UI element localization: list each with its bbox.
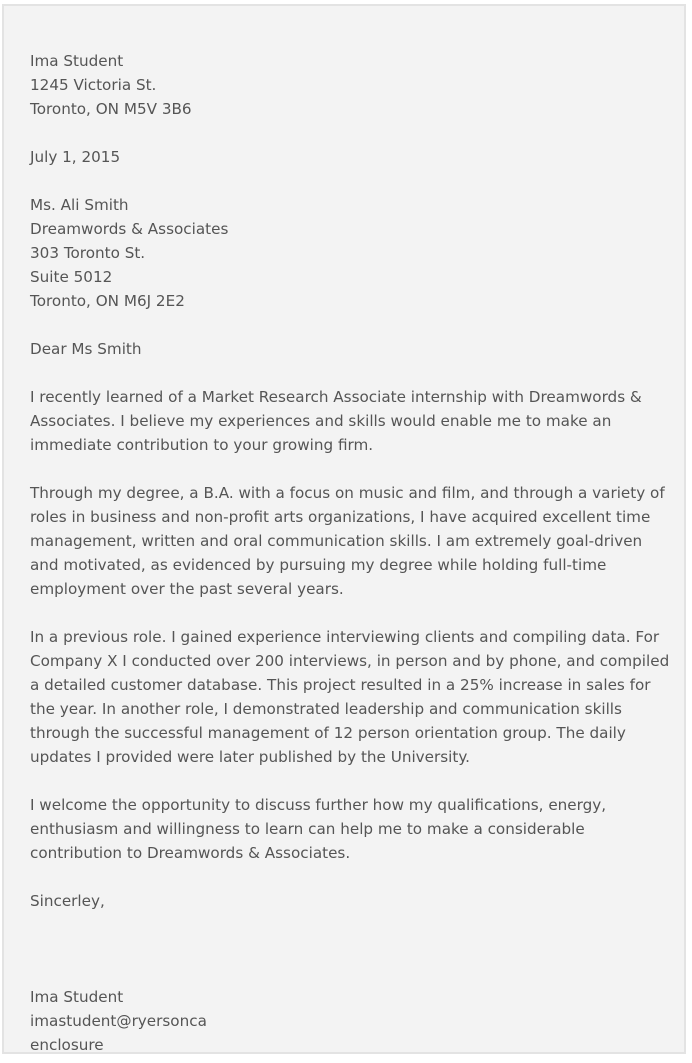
recipient-address xyxy=(30,193,658,313)
paragraph-line: roles in business and non-profit arts organizations, I have acquired excellent time xyxy=(30,508,651,526)
sender-city: Toronto, ON M5V 3B6 xyxy=(30,100,192,118)
recipient-name: Ms. Ali Smith xyxy=(30,196,129,214)
date-text: July 1, 2015 xyxy=(30,148,121,166)
paragraph-line: In a previous role. I gained experience interviewing clients and compiling data. For xyxy=(30,628,660,646)
signature-name: Ima Student xyxy=(30,988,124,1006)
recipient-suite: Suite 5012 xyxy=(30,268,113,286)
paragraph-line: the year. In another role, I demonstrated leadership and communication skills xyxy=(30,700,622,718)
sender-street: 1245 Victoria St. xyxy=(30,76,157,94)
body-paragraph-3 xyxy=(30,625,670,769)
signature-space xyxy=(30,937,658,985)
sender-name: Ima Student xyxy=(30,52,124,70)
paragraph-line: employment over the past several years. xyxy=(30,580,344,598)
paragraph-line: contribution to Dreamwords & Associates. xyxy=(30,844,351,862)
paragraph-line: I recently learned of a Market Research Associate internship with Dreamwords & xyxy=(30,388,642,406)
paragraph-line: management, written and oral communication skills. I am extremely goal-driven xyxy=(30,532,643,550)
paragraph-line: enthusiasm and willingness to learn can help me to make a considerable xyxy=(30,820,585,838)
body-paragraph-1 xyxy=(30,385,658,457)
closing-text: Sincerley, xyxy=(30,892,105,910)
cover-letter xyxy=(2,4,686,1054)
signature-email: imastudent@ryersonca xyxy=(30,1012,207,1030)
enclosure-note: enclosure xyxy=(30,1036,104,1054)
paragraph-line: a detailed customer database. This project resulted in a 25% increase in sales for xyxy=(30,676,651,694)
paragraph-line: and motivated, as evidenced by pursuing my degree while holding full-time xyxy=(30,556,607,574)
paragraph-line: updates I provided were later published by the University. xyxy=(30,748,470,766)
sender-address xyxy=(30,49,658,121)
letter-date xyxy=(30,145,658,169)
salutation-text: Dear Ms Smith xyxy=(30,340,142,358)
recipient-company: Dreamwords & Associates xyxy=(30,220,229,238)
salutation xyxy=(30,337,658,361)
paragraph-line: I welcome the opportunity to discuss further how my qualifications, energy, xyxy=(30,796,607,814)
paragraph-line: Company X I conducted over 200 interviews, in person and by phone, and compiled xyxy=(30,652,670,670)
recipient-street: 303 Toronto St. xyxy=(30,244,146,262)
recipient-city: Toronto, ON M6J 2E2 xyxy=(30,292,185,310)
paragraph-line: Through my degree, a B.A. with a focus on music and film, and through a variety of xyxy=(30,484,665,502)
closing xyxy=(30,889,658,913)
paragraph-line: through the successful management of 12 person orientation group. The daily xyxy=(30,724,626,742)
paragraph-line: Associates. I believe my experiences and skills would enable me to make an xyxy=(30,412,612,430)
paragraph-line: immediate contribution to your growing firm. xyxy=(30,436,374,454)
body-paragraph-4 xyxy=(30,793,658,865)
body-paragraph-2 xyxy=(30,481,665,601)
signature-block xyxy=(30,985,658,1057)
